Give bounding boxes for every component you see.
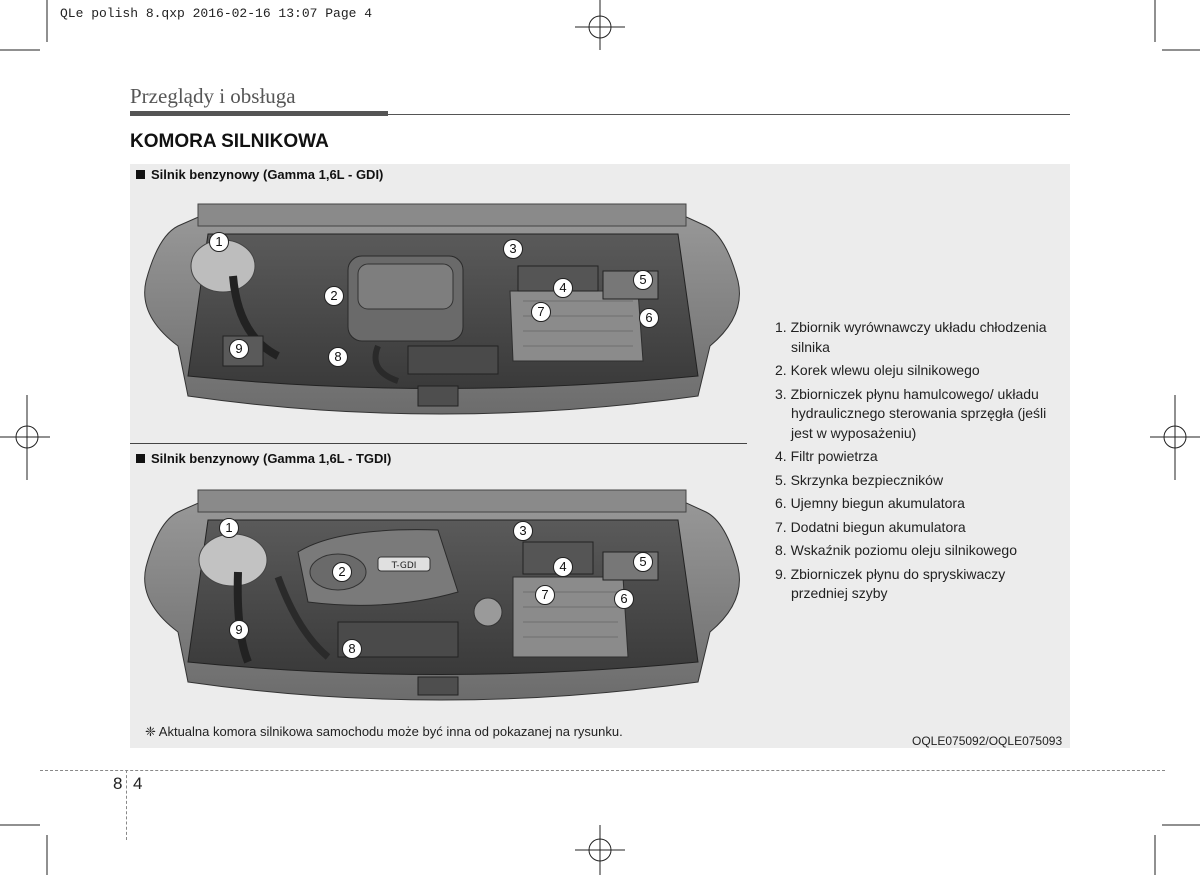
- engine-1-callout-5: 5: [633, 270, 653, 290]
- legend-item: 4. Filtr powietrza: [775, 448, 878, 464]
- engine-2-callout-5: 5: [633, 552, 653, 572]
- section-title: Przeglądy i obsługa: [130, 84, 296, 108]
- engine-2-callout-7: 7: [535, 585, 555, 605]
- page-number: 4: [133, 774, 143, 793]
- engine-1-callout-3: 3: [503, 239, 523, 259]
- title-rule: [388, 114, 1070, 115]
- page-heading: KOMORA SILNIKOWA: [130, 131, 329, 152]
- engine-1-callout-6: 6: [639, 308, 659, 328]
- legend-item: 8. Wskaźnik poziomu oleju silnikowego: [775, 542, 1017, 558]
- image-code: OQLE075092/OQLE075093: [912, 734, 1063, 748]
- engine-2-callout-2: 2: [332, 562, 352, 582]
- bullet-square-icon: [136, 454, 145, 463]
- legend-item: 6. Ujemny biegun akumulatora: [775, 495, 965, 511]
- component-legend: [775, 318, 1065, 608]
- engine-1-callout-8: 8: [328, 347, 348, 367]
- engine-1-callout-1: 1: [209, 232, 229, 252]
- engine-1-callout-9: 9: [229, 339, 249, 359]
- engine-2-callout-1: 1: [219, 518, 239, 538]
- legend-item: 9. Zbiorniczek płynu do spryskiwaczy przedniej szyby: [775, 565, 1006, 601]
- footer-rule: [40, 770, 1165, 771]
- engine-1-heading: Silnik benzynowy (Gamma 1,6L - GDI): [136, 167, 383, 182]
- engine-2-callout-9: 9: [229, 620, 249, 640]
- figure-note: ❈ Aktualna komora silnikowa samochodu może być inna od pokazanej na rysunku.: [145, 724, 623, 739]
- legend-item: 7. Dodatni biegun akumulatora: [775, 518, 966, 535]
- engine-1-callout-7: 7: [531, 302, 551, 322]
- bullet-square-icon: [136, 170, 145, 179]
- figure-divider: [130, 443, 747, 444]
- legend-item: 1. Zbiornik wyrównawczy układu chłodzenia silnika: [775, 319, 1047, 355]
- engine-2-callout-8: 8: [342, 639, 362, 659]
- engine-1-callout-4: 4: [553, 278, 573, 298]
- engine-1-callout-2: 2: [324, 286, 344, 306]
- legend-item: 5. Skrzynka bezpieczników: [775, 471, 944, 488]
- legend-item: 3. Zbiorniczek płynu hamulcowego/ układu hydraulicznego sterowania sprzęgła (jeśli jest w wyposażeniu): [775, 385, 1047, 441]
- legend-item: 2. Korek wlewu oleju silnikowego: [775, 362, 980, 378]
- engine-illustration-tgdi: [138, 482, 746, 708]
- tgdi-badge: T-GDI: [391, 561, 417, 571]
- engine-2-callout-6: 6: [614, 589, 634, 609]
- engine-2-callout-4: 4: [553, 557, 573, 577]
- engine-2-heading: Silnik benzynowy (Gamma 1,6L - TGDI): [136, 451, 391, 466]
- footer-separator: [126, 770, 127, 840]
- print-header: QLe polish 8.qxp 2016-02-16 13:07 Page 4: [60, 6, 373, 21]
- title-bar-accent: [130, 111, 388, 116]
- engine-2-callout-3: 3: [513, 521, 533, 541]
- page-chapter: 8: [113, 774, 123, 793]
